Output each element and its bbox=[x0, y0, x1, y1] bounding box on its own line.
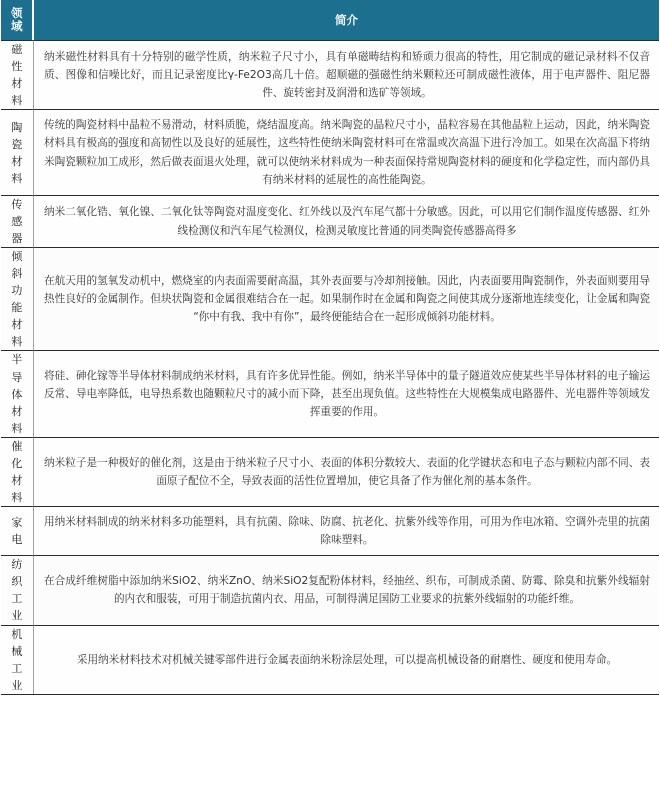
row-domain-label: 纺织工业 bbox=[11, 558, 23, 623]
table-row bbox=[1, 195, 659, 247]
table-body bbox=[1, 40, 659, 694]
row-intro-cell: 将硅、砷化镓等半导体材料制成纳米材料，具有许多优异性能。例如，纳米半导体中的量子隧道效应使某些半导体材料的电子输运反常、导电率降低，电导热系数也随颗粒尺寸的减小而下降，甚至出现负值。这些特性在大规模集成电路器件、光电器件等领域发挥重要的作用。 bbox=[34, 350, 659, 436]
row-domain-label: 倾斜功能材料 bbox=[11, 250, 23, 349]
row-domain-cell bbox=[1, 506, 34, 555]
row-domain-label: 机械工业 bbox=[11, 627, 23, 692]
column-header-domain-label: 领域 bbox=[11, 6, 23, 33]
row-intro-cell: 采用纳米材料技术对机械关键零部件进行金属表面纳米粉涂层处理，可以提高机械设备的耐磨性、硬度和使用寿命。 bbox=[34, 625, 659, 694]
table-row bbox=[1, 437, 659, 506]
column-header-intro-label: 简介 bbox=[335, 13, 358, 27]
table-row bbox=[1, 625, 659, 694]
table-row bbox=[1, 109, 659, 195]
row-intro-cell: 纳米二氧化锆、氧化镍、二氧化钛等陶瓷对温度变化、红外线以及汽车尾气都十分敏感。因此，可以用它们制作温度传感器、红外线检测仪和汽车尾气检测仪，检测灵敏度比普通的同类陶瓷传感器高得多 bbox=[34, 195, 659, 247]
row-domain-cell bbox=[1, 555, 34, 624]
row-domain-label: 催化材料 bbox=[11, 439, 23, 504]
row-domain-label: 传感器 bbox=[11, 198, 23, 246]
table-row bbox=[1, 247, 659, 350]
table-row bbox=[1, 350, 659, 436]
table-row bbox=[1, 555, 659, 624]
table-header bbox=[1, 0, 659, 40]
header-row bbox=[1, 0, 659, 40]
row-domain-cell bbox=[1, 437, 34, 506]
column-header-intro bbox=[34, 0, 659, 40]
row-domain-cell bbox=[1, 247, 34, 350]
row-domain-label: 磁性材料 bbox=[11, 43, 23, 108]
row-domain-cell bbox=[1, 109, 34, 195]
table-row bbox=[1, 506, 659, 555]
row-domain-cell bbox=[1, 350, 34, 436]
column-header-domain bbox=[1, 0, 34, 40]
row-domain-cell bbox=[1, 195, 34, 247]
row-domain-label: 半导体材料 bbox=[11, 353, 23, 435]
row-domain-cell bbox=[1, 40, 34, 109]
table-bottom-border bbox=[1, 694, 659, 695]
row-domain-label: 陶瓷材料 bbox=[11, 120, 23, 185]
row-domain-cell bbox=[1, 625, 34, 694]
nano-material-applications-table bbox=[1, 0, 659, 694]
row-intro-cell: 传统的陶瓷材料中晶粒不易滑动，材料质脆，烧结温度高。纳米陶瓷的晶粒尺寸小，晶粒容易在其他晶粒上运动，因此，纳米陶瓷材料具有极高的强度和高韧性以及良好的延展性，这些特性使纳米陶瓷材料可在常温或次高温下进行冷加工。如果在次高温下将纳米陶瓷颗粒加工成形，然后做表面退火处理，就可以使纳米材料成为一种表面保持常规陶瓷材料的硬度和化学稳定性，而内部仍具有纳米材料的延展性的高性能陶瓷。 bbox=[34, 109, 659, 195]
row-domain-label: 家电 bbox=[11, 516, 23, 547]
table-row bbox=[1, 40, 659, 109]
row-intro-cell: 在航天用的氢氧发动机中，燃烧室的内表面需要耐高温，其外表面要与冷却剂接触。因此，内表面要用陶瓷制作，外表面则要用导热性良好的金属制作。但块状陶瓷和金属很难结合在一起。如果制作时在金属和陶瓷之间使其成分逐渐地连续变化，让金属和陶瓷“你中有我、我中有你”，最终便能结合在一起形成倾斜功能材料。 bbox=[34, 247, 659, 350]
row-intro-cell: 纳米粒子是一种极好的催化剂，这是由于纳米粒子尺寸小、表面的体积分数较大、表面的化学键状态和电子态与颗粒内部不同、表面原子配位不全，导致表面的活性位置增加，使它具备了作为催化剂的基本条件。 bbox=[34, 437, 659, 506]
row-intro-cell: 用纳米材料制成的纳米材料多功能塑料，具有抗菌、除味、防腐、抗老化、抗紫外线等作用，可用为作电冰箱、空调外壳里的抗菌除味塑料。 bbox=[34, 506, 659, 555]
row-intro-cell: 纳米磁性材料具有十分特别的磁学性质，纳米粒子尺寸小，具有单磁畴结构和矫顽力很高的特性，用它制成的磁记录材料不仅音质、图像和信噪比好，而且记录密度比γ-Fe2O3高几十倍。超顺磁的强磁性纳米颗粒还可制成磁性液体，用于电声器件、阻尼器件、旋转密封及润滑和选矿等领域。 bbox=[34, 40, 659, 109]
row-intro-cell: 在合成纤维树脂中添加纳米SiO2、纳米ZnO、纳米SiO2复配粉体材料，经抽丝、织布，可制成杀菌、防霉、除臭和抗紫外线辐射的内衣和服装，可用于制造抗菌内衣、用品，可制得满足国防工业要求的抗紫外线辐射的功能纤维。 bbox=[34, 555, 659, 624]
